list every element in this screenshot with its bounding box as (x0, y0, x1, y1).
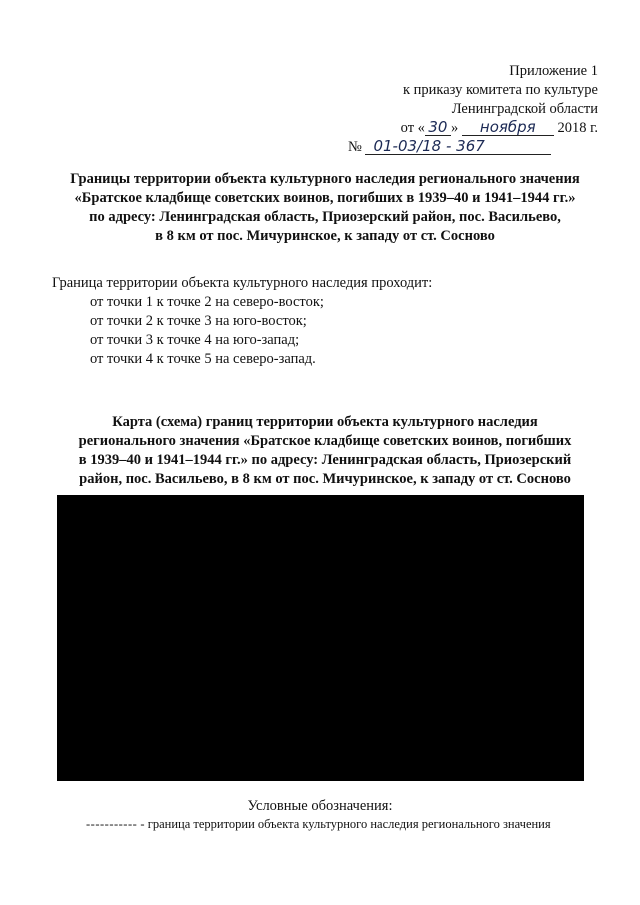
number-value: 01-03/18 - 367 (365, 138, 551, 155)
boundary-item: от точки 3 к точке 4 на юго-запад; (90, 332, 300, 348)
legend-title: Условные обозначения: (247, 798, 393, 814)
legend-dashed-line-symbol: ----------- (86, 817, 138, 831)
date-month: ноября (462, 119, 554, 136)
appendix-region: Ленинградской области (451, 101, 598, 117)
map-title-line: район, пос. Васильево, в 8 км от пос. Мичуринское, к западу от ст. Сосново (79, 471, 571, 487)
title-line: в 8 км от пос. Мичуринское, к западу от ст. Сосново (155, 228, 495, 244)
appendix-order-ref: к приказу комитета по культуре (402, 82, 598, 98)
boundary-item: от точки 2 к точке 3 на юго-восток; (90, 313, 307, 329)
document-title (40, 170, 610, 246)
date-day: 30 (425, 119, 451, 136)
redacted-map (57, 495, 584, 781)
appendix-date (298, 119, 598, 138)
title-line: Границы территории объекта культурного наследия регионального значения (70, 171, 580, 187)
appendix-title: Приложение 1 (509, 63, 598, 79)
appendix-block (298, 62, 598, 157)
date-mid: » (450, 120, 459, 136)
map-title-line: регионального значения «Братское кладбище советских воинов, погибших (78, 433, 572, 449)
title-line: по адресу: Ленинградская область, Приозерский район, пос. Васильево, (89, 209, 561, 225)
legend-text: - граница территории объекта культурного наследия регионального значения (140, 817, 551, 831)
boundary-description (52, 274, 432, 369)
number-label: № (348, 139, 362, 155)
map-title (40, 413, 610, 489)
appendix-number (298, 138, 598, 157)
map-title-line: Карта (схема) границ территории объекта культурного наследия (112, 414, 538, 430)
boundary-item: от точки 1 к точке 2 на северо-восток; (90, 294, 324, 310)
map-title-line: в 1939–40 и 1941–1944 гг.» по адресу: Ленинградская область, Приозерский (78, 452, 572, 468)
boundary-intro: Граница территории объекта культурного наследия проходит: (52, 275, 433, 291)
date-year: 2018 г. (557, 120, 598, 136)
boundary-item: от точки 4 к точке 5 на северо-запад. (90, 351, 316, 367)
title-line: «Братское кладбище советских воинов, погибших в 1939–40 и 1941–1944 гг.» (74, 190, 576, 206)
legend-row (86, 817, 551, 832)
date-prefix: от « (400, 120, 425, 136)
